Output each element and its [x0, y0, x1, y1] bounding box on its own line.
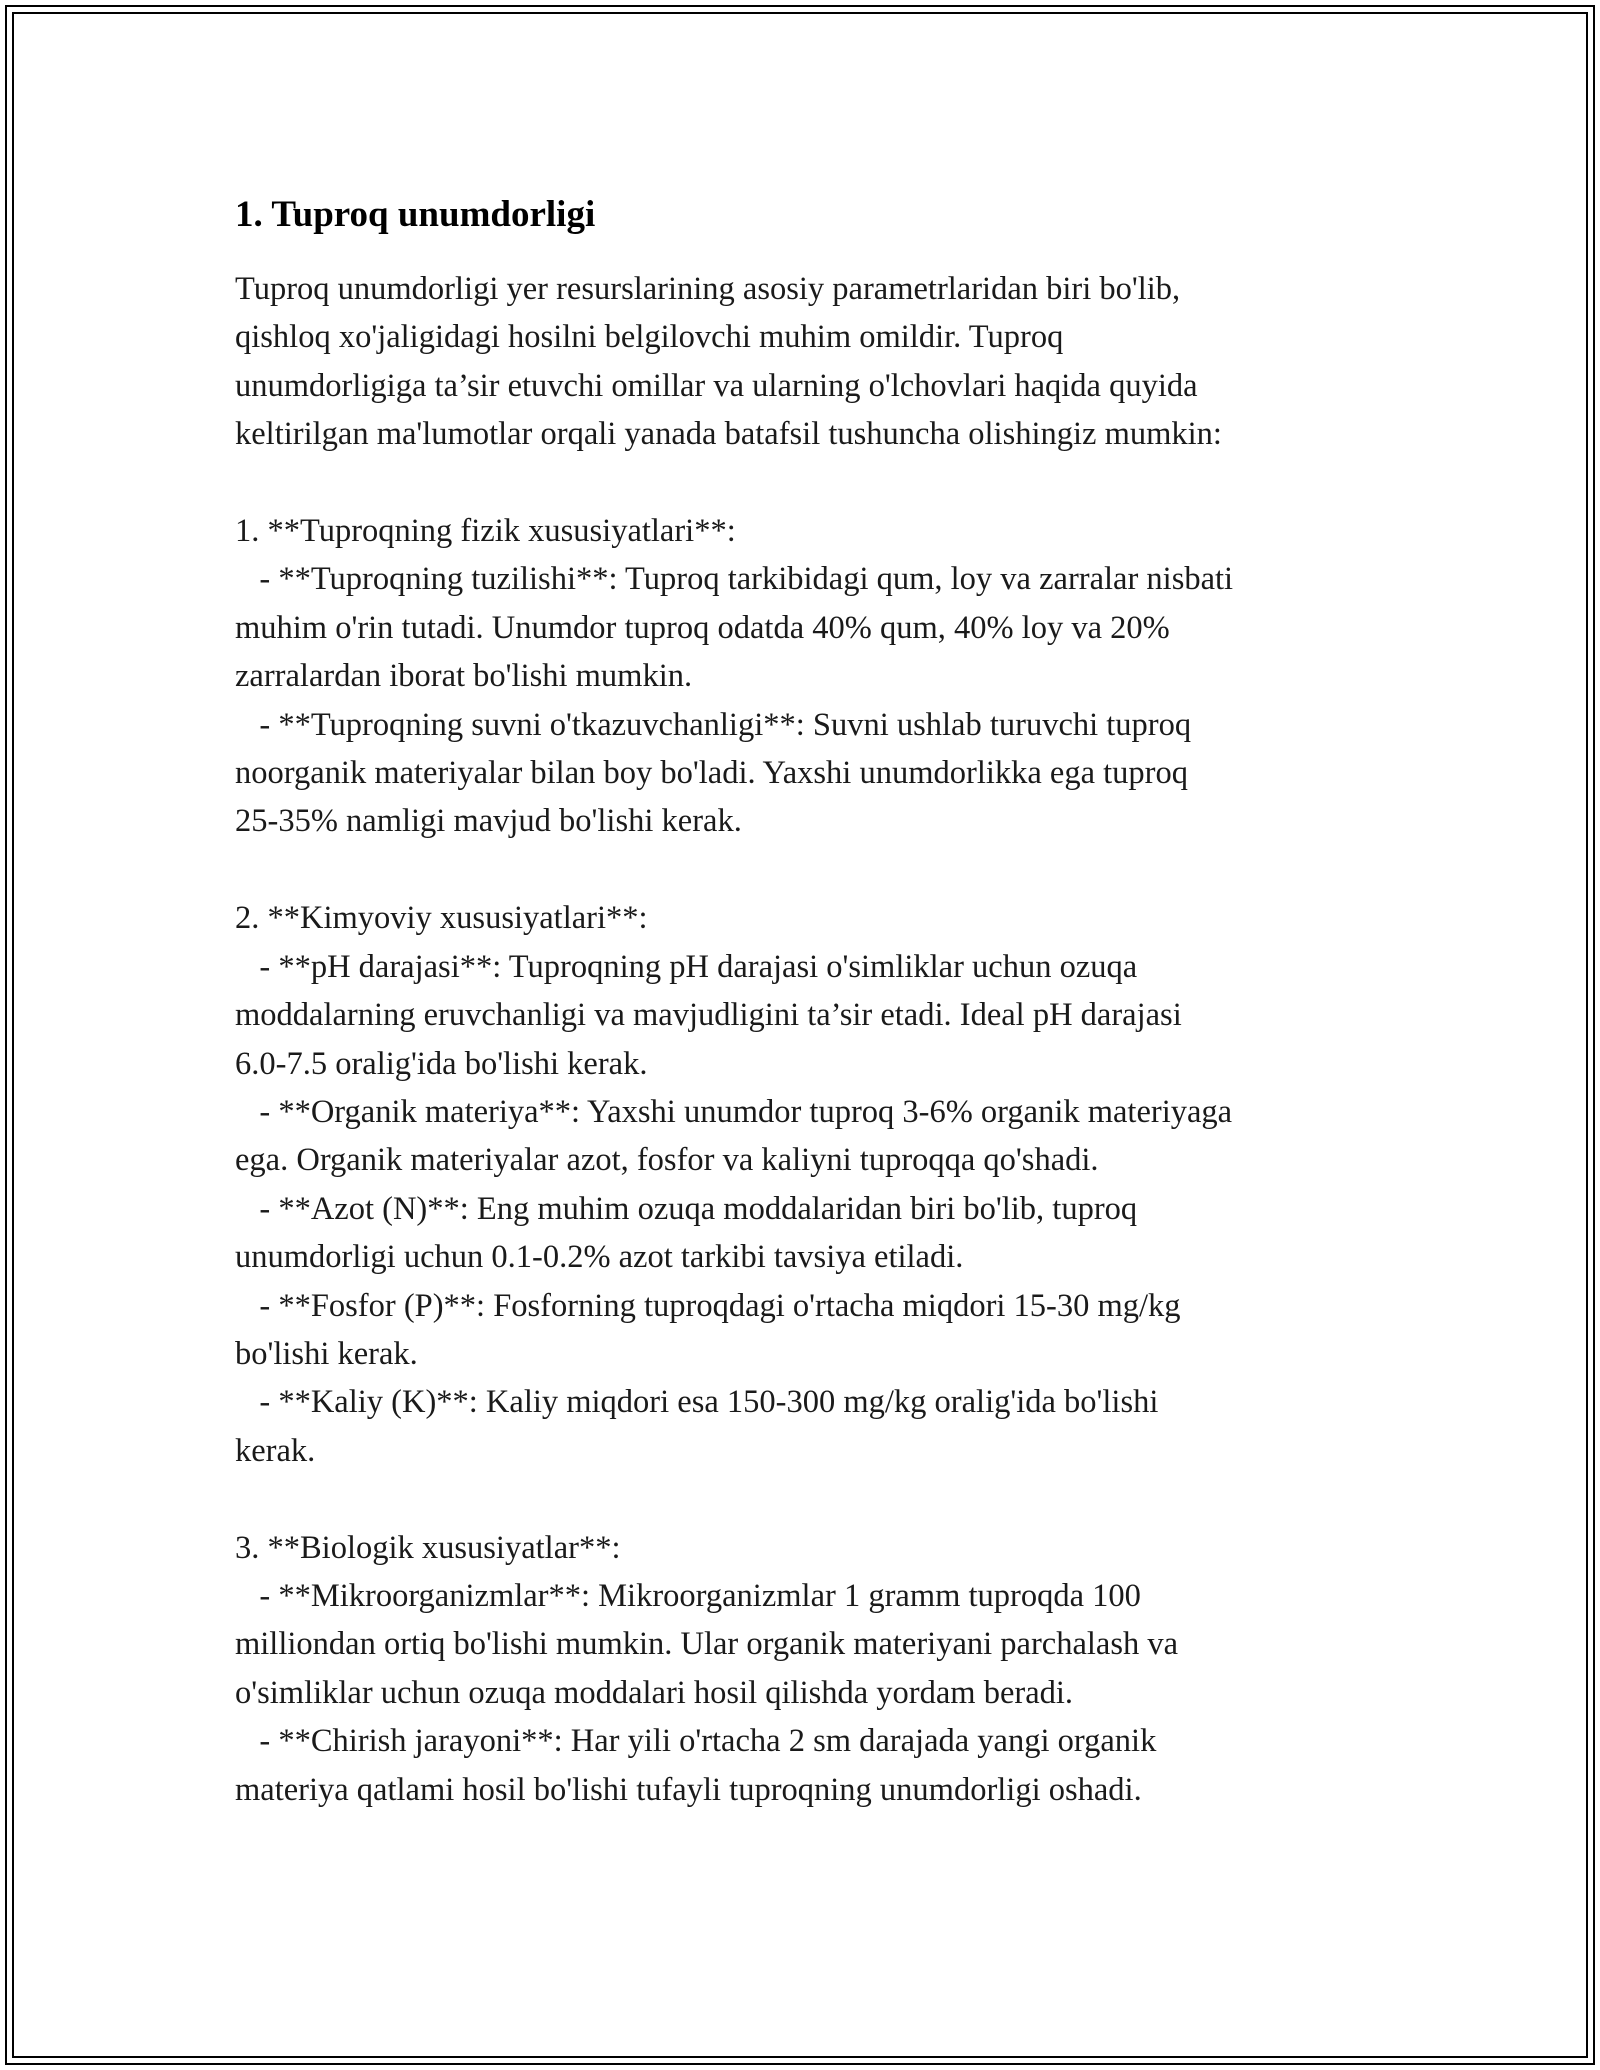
document-body: Tuproq unumdorligi yer resurslarining asosiy parametrlaridan biri bo'lib, qishloq xo'jaligidagi hosilni belgilovchi muhim omildir. Tuproq unumdorligiga ta’sir etuvchi omillar va ularning o'lchovlari haqida quyida keltirilgan ma'lumotlar orqali yanada batafsil tushuncha olishingiz mumkin: 1. **Tuproqning fizik xususiyatlari**: - **Tuproqning tuzilishi**: Tuproq tarkibidagi qum, loy va zarralar nisbati muhim o'rin tutadi. Unumdor tuproq odatda 40% qum, 40% loy va 20% zarralardan iborat bo'lishi mumkin. - **Tuproqning suvni o'tkazuvchanligi**: Suvni ushlab turuvchi tuproq noorganik materiyalar bilan boy bo'ladi. Yaxshi unumdorlikka ega tuproq 25-35% namligi mavjud bo'lishi kerak. 2. **Kimyoviy xususiyatlari**: - **pH darajasi**: Tuproqning pH darajasi o'simliklar uchun ozuqa moddalarning eruvchanligi va mavjudligini ta’sir etadi. Ideal pH darajasi 6.0-7.5 oralig'ida bo'lishi kerak. - **Organik materiya**: Yaxshi unumdor tuproq 3-6% organik materiyaga ega. Organik materiyalar azot, fosfor va kaliyni tuproqqa qo'shadi. - **Azot (N)**: Eng muhim ozuqa moddalaridan biri bo'lib, tuproq unumdorligi uchun 0.1-0.2% azot tarkibi tavsiya etiladi. - **Fosfor (P)**: Fosforning tuproqdagi o'rtacha miqdori 15-30 mg/kg bo'lishi kerak. - **Kaliy (K)**: Kaliy miqdori esa 150-300 mg/kg oralig'ida bo'lishi kerak. 3. **Biologik xususiyatlar**: - **Mikroorganizmlar**: Mikroorganizmlar 1 gramm tuproqda 100 milliondan ortiq bo'lishi mumkin. Ular organik materiyani parchalash va o'simliklar uchun ozuqa moddalari hosil qilishda yordam beradi. - **Chirish jarayoni**: Har yili o'rtacha 2 sm darajada yangi organik materiya qatlami hosil bo'lishi tufayli tuproqning unumdorligi oshadi. — [235, 271, 1234, 1808]
document-title: 1. Tuproq unumdorligi — [235, 194, 596, 235]
document-content — [235, 185, 1395, 1814]
